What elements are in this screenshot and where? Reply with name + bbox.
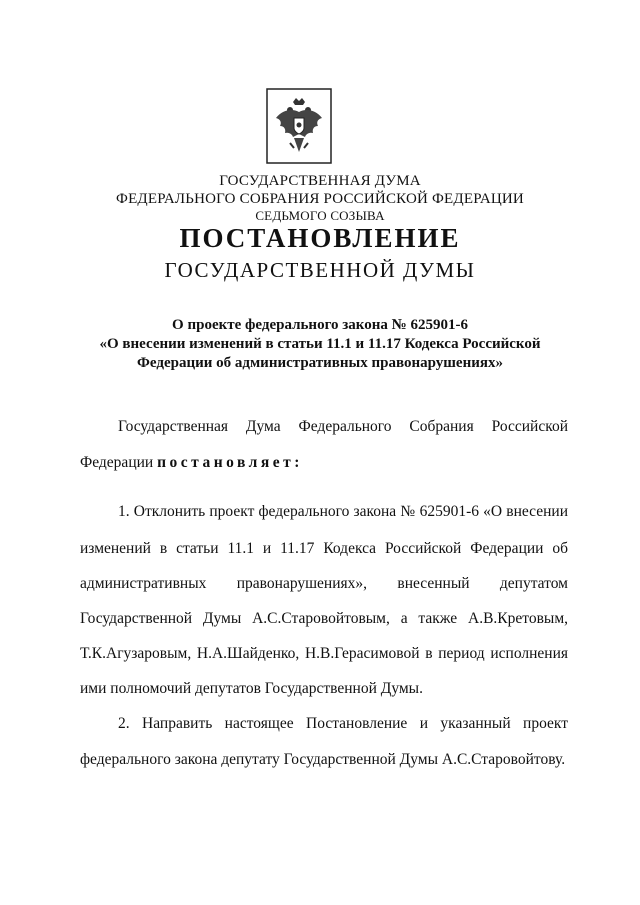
item2-line-1: 2. Направить настоящее Постановление и указанный проект: [118, 715, 568, 732]
item1-line-2: изменений в статьи 11.1 и 11.17 Кодекса Российской Федерации об: [80, 540, 568, 557]
preamble-line-2: [80, 453, 568, 473]
preamble-line-1: Государственная Дума Федерального Собрания Российской: [118, 418, 568, 435]
item1-line-1: 1. Отклонить проект федерального закона № 625901-6 «О внесении: [118, 503, 568, 520]
document-title: ПОСТАНОВЛЕНИЕ: [179, 223, 461, 253]
item1-line-4: Государственной Думы А.С.Старовойтовым, а также А.В.Кретовым,: [80, 610, 568, 627]
header-line-2: ФЕДЕРАЛЬНОГО СОБРАНИЯ РОССИЙСКОЙ ФЕДЕРАЦИИ: [116, 191, 524, 207]
item2-line-2: федерального закона депутату Государственной Думы А.С.Старовойтову.: [80, 751, 566, 768]
item1-line-6: ими полномочий депутатов Государственной Думы.: [80, 680, 423, 697]
coat-of-arms-icon: [266, 88, 332, 164]
subject-line-2: «О внесении изменений в статьи 11.1 и 11.17 Кодекса Российской: [99, 336, 541, 352]
item1-line-3: административных правонарушениях», внесенный депутатом: [80, 575, 568, 592]
subject-line-3: Федерации об административных правонарушениях»: [137, 355, 503, 371]
document-subtitle: ГОСУДАРСТВЕННОЙ ДУМЫ: [164, 258, 476, 282]
subject-line-1: О проекте федерального закона № 625901-6: [172, 317, 468, 333]
item1-line-5: Т.К.Агузаровым, Н.А.Шайденко, Н.В.Герасимовой в период исполнения: [80, 645, 568, 662]
preamble-verb: постановляет:: [157, 454, 303, 471]
preamble-text: Федерации: [80, 454, 158, 471]
header-line-3: СЕДЬМОГО СОЗЫВА: [255, 208, 385, 223]
header-line-1: ГОСУДАРСТВЕННАЯ ДУМА: [219, 173, 421, 189]
